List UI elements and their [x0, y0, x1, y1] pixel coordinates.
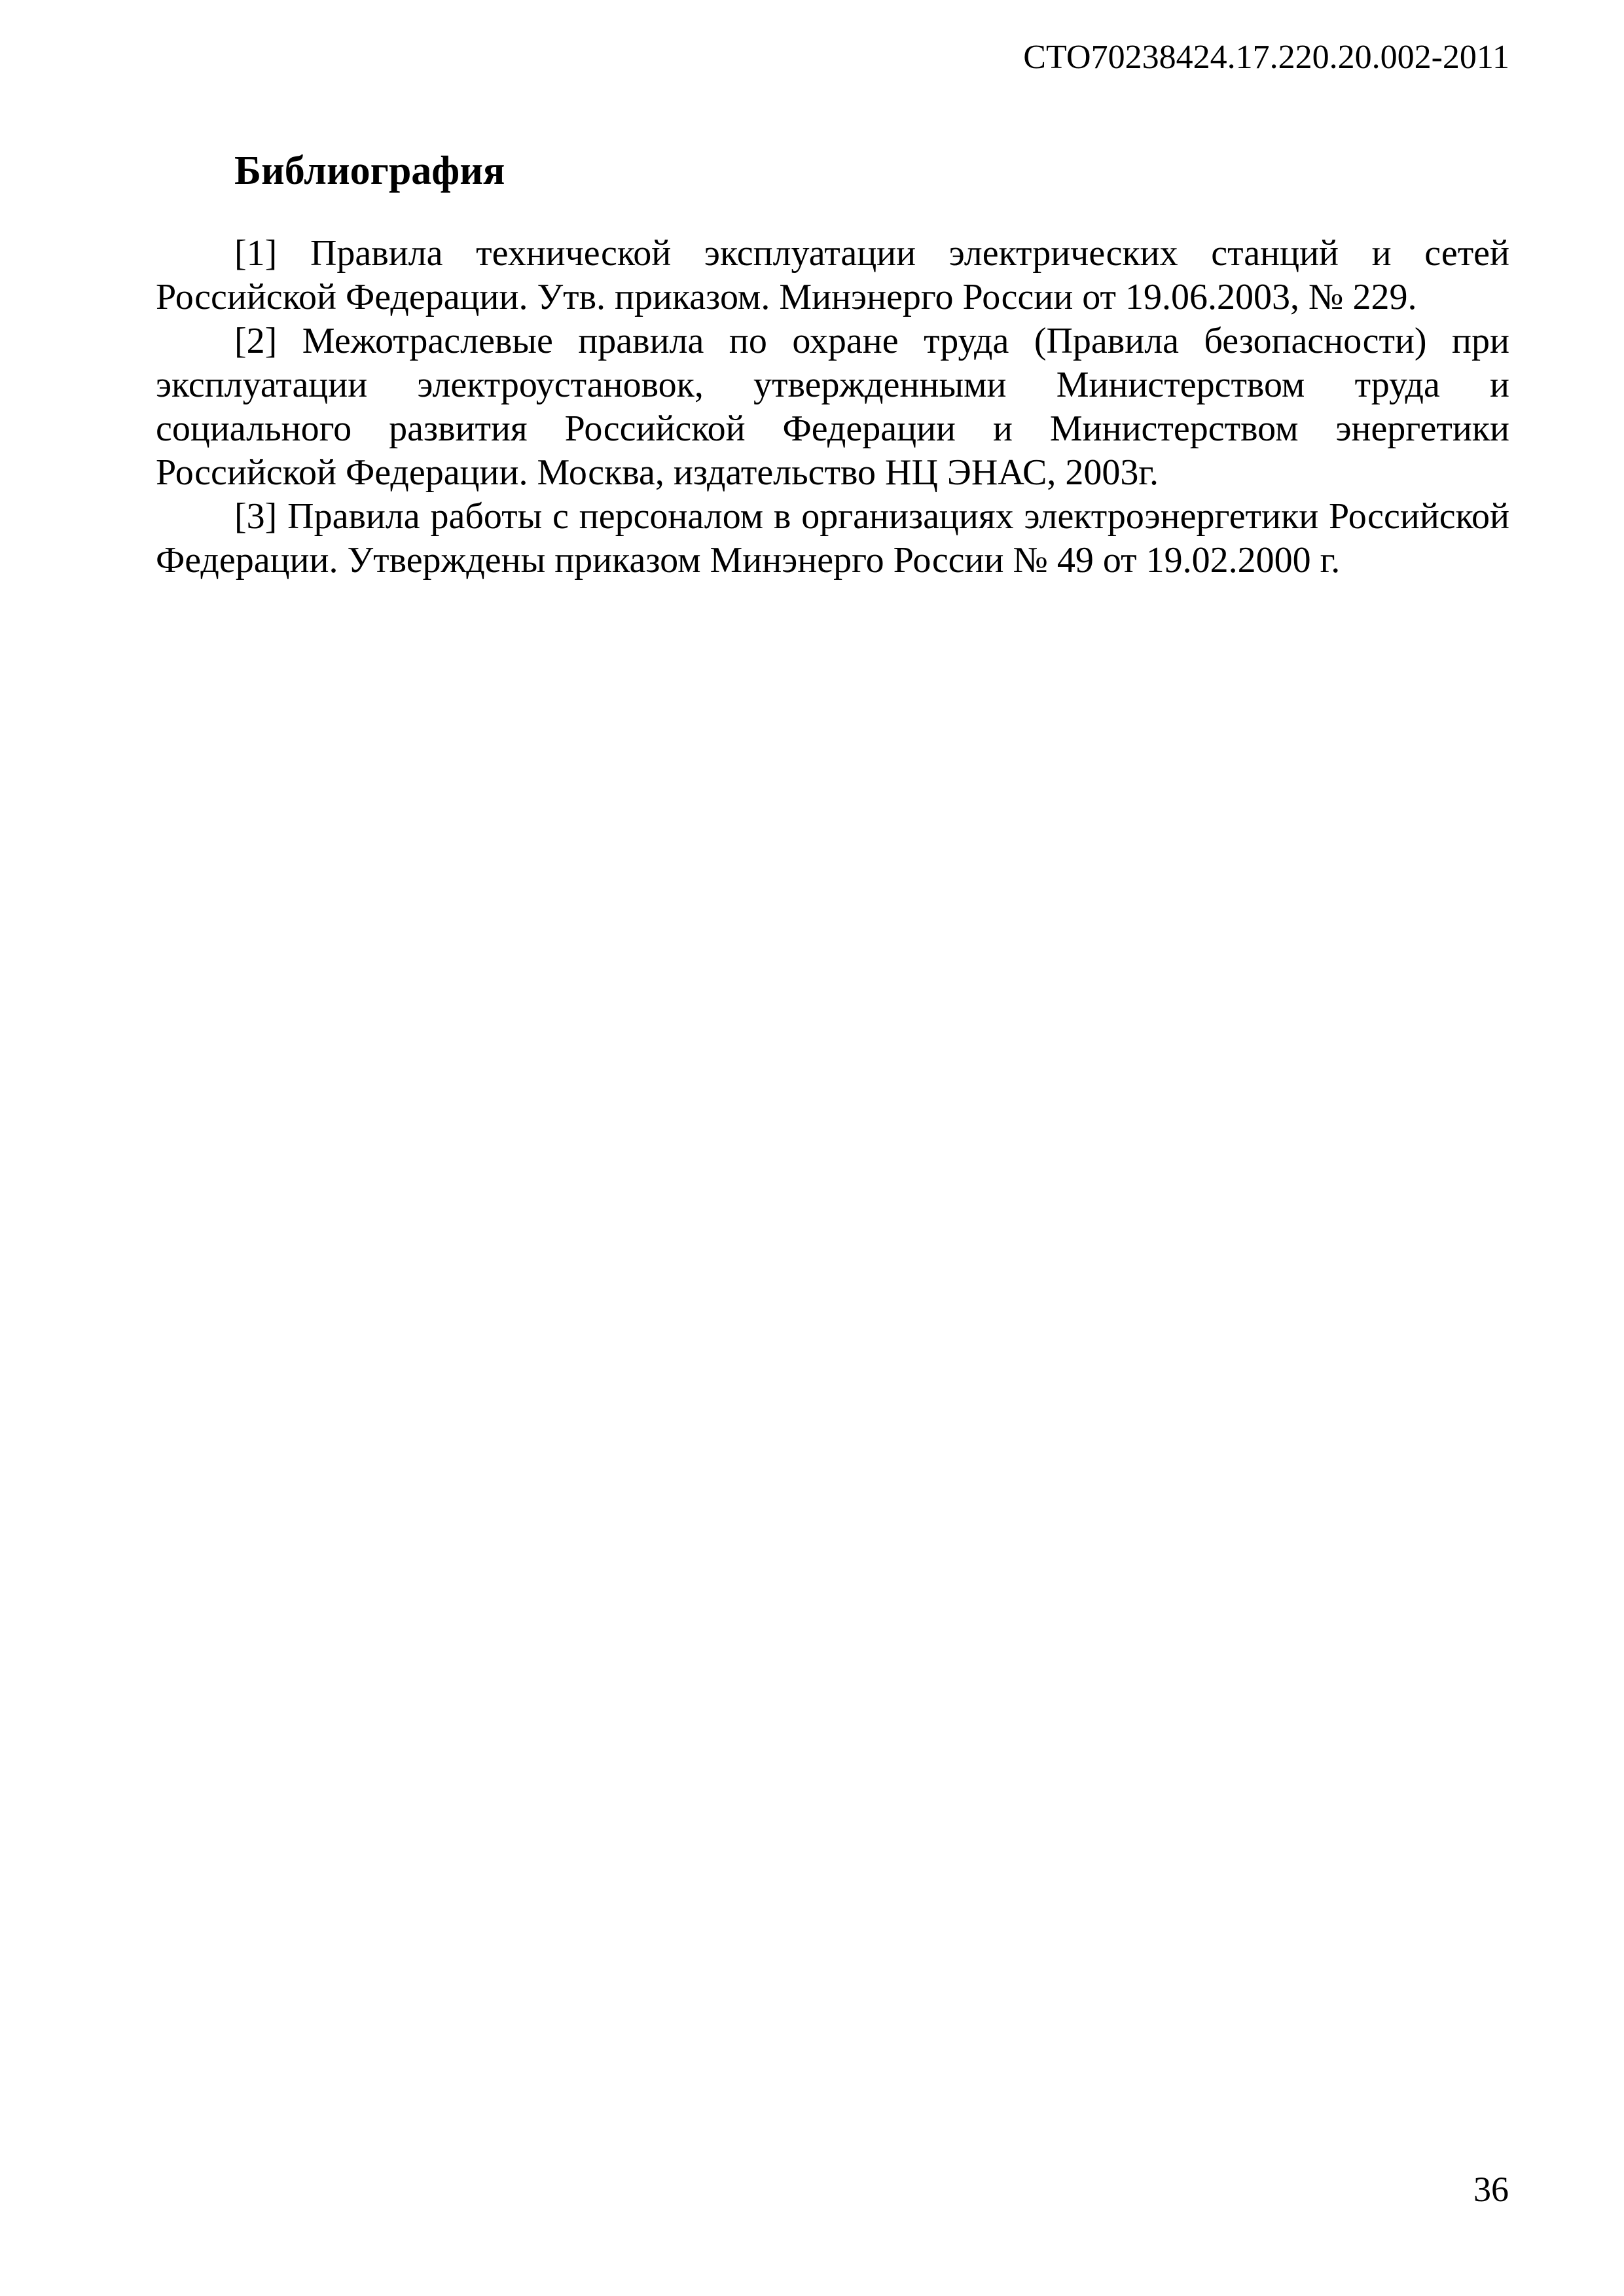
bibliography-section: [156, 151, 1509, 583]
reference-item-3: [3] Правила работы с персоналом в организациях электроэнергетики Российской Федерации. Утверждены приказом Минэнерго России № 49 от 19.02.2000 г.: [156, 496, 1509, 581]
reference-item-2: [2] Межотраслевые правила по охране труда (Правила безопасности) при эксплуатации электроустановок, утвержденными Министерством труда и социального развития Российской Федерации и Министерством энергетики Российской Федерации. Москва, издательство НЦ ЭНАС, 2003г.: [156, 321, 1509, 493]
reference-item-1: [1] Правила технической эксплуатации электрических станций и сетей Российской Федерации. Утв. приказом. Минэнерго России от 19.06.2003, № 229.: [156, 233, 1509, 317]
section-heading: Библиография: [234, 149, 505, 193]
page-number: 36: [1473, 2170, 1509, 2209]
document-code: СТО70238424.17.220.20.002-2011: [1023, 39, 1509, 76]
